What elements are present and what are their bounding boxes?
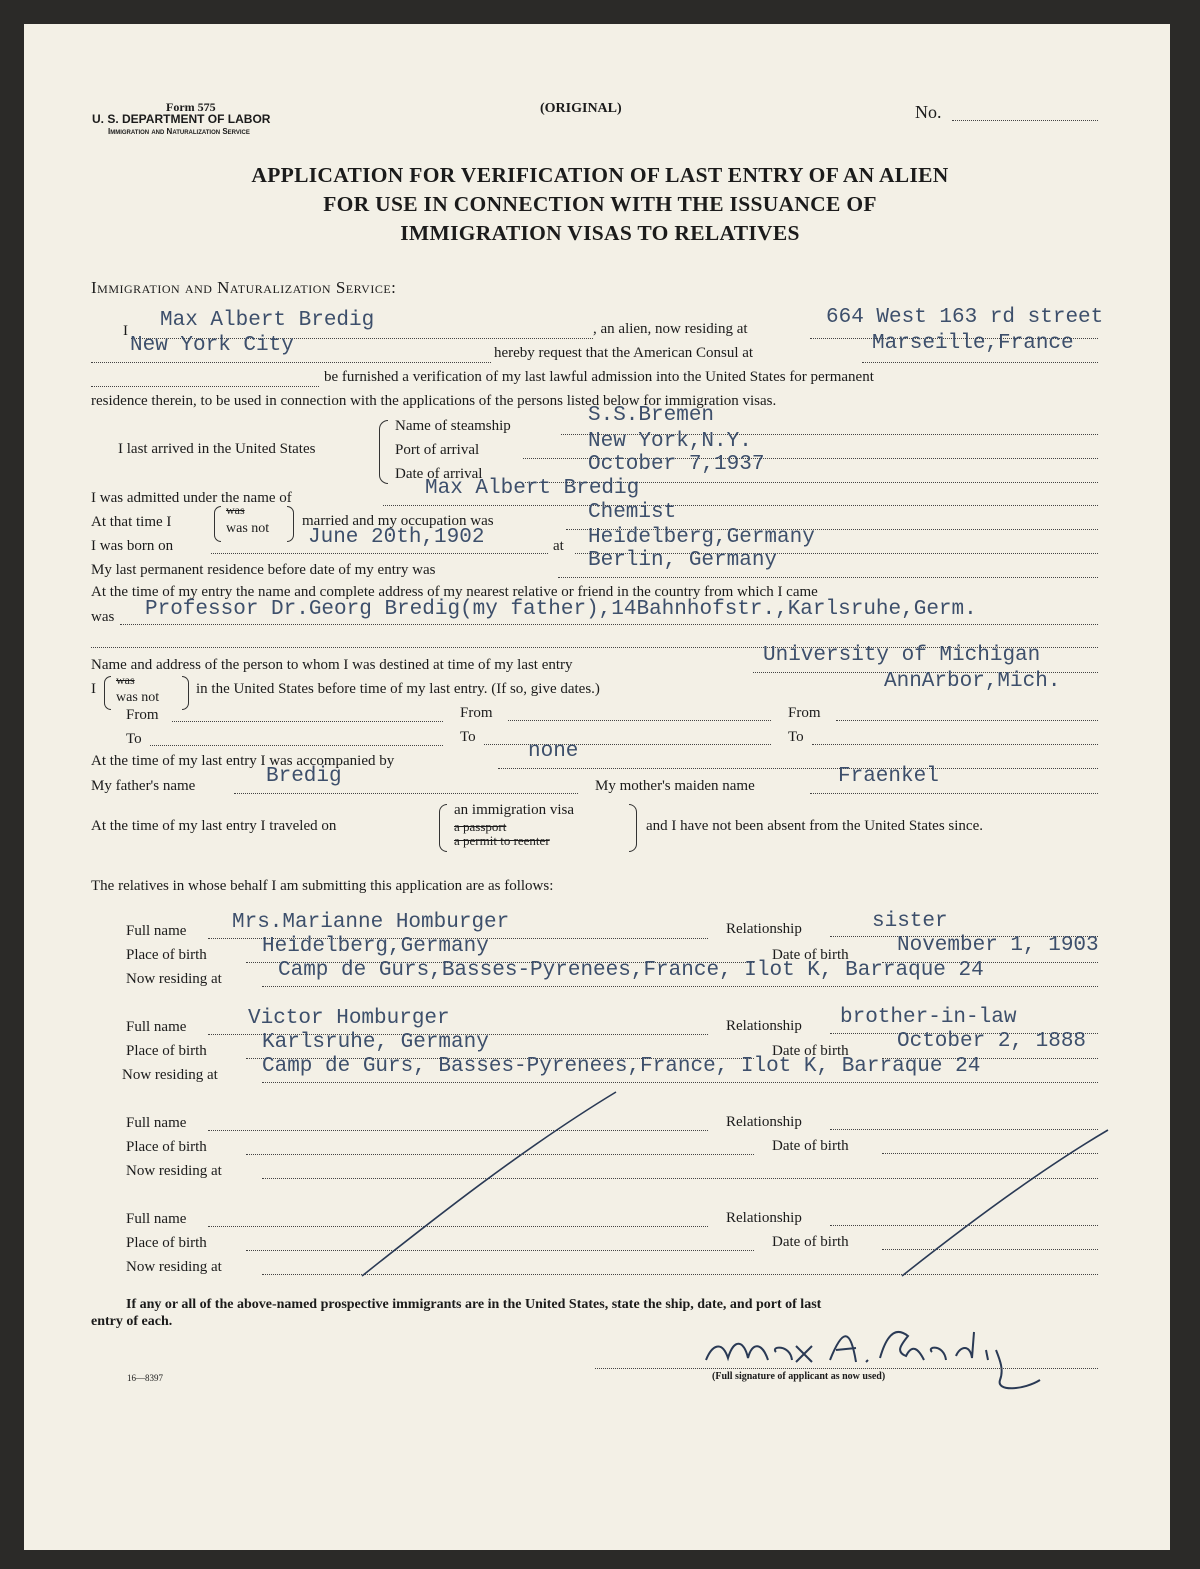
r3-full-name-label: Full name bbox=[126, 1115, 187, 1131]
traveled-suffix: and I have not been absent from the United States since. bbox=[646, 818, 983, 834]
r1-relationship-label: Relationship bbox=[726, 921, 802, 937]
born-label: I was born on bbox=[91, 538, 174, 554]
port-label: Port of arrival bbox=[395, 442, 480, 458]
relatives-intro: The relatives in whose behalf I am submitting this application are as follows: bbox=[91, 878, 554, 894]
applicant-city: New York City bbox=[130, 334, 294, 357]
signature-text bbox=[840, 1345, 846, 1346]
r1-residing: Camp de Gurs,Basses-Pyrenees,France, Ilot K, Barraque 24 bbox=[278, 959, 984, 982]
relative-text: At the time of my entry the name and complete address of my nearest relative or friend in the country from which I came bbox=[91, 584, 818, 600]
married-suffix: married and my occupation was bbox=[302, 513, 494, 529]
to-label-3: To bbox=[788, 729, 804, 745]
arrival-date-label: Date of arrival bbox=[395, 466, 483, 482]
relative-was-label: was bbox=[91, 609, 115, 625]
married-was: was bbox=[226, 503, 245, 517]
arrival-date-value: October 7,1937 bbox=[588, 453, 765, 476]
r2-relationship: brother-in-law bbox=[840, 1006, 1017, 1029]
number-label: No. bbox=[915, 102, 942, 122]
birth-date: June 20th,1902 bbox=[308, 526, 485, 549]
r1-residing-label: Now residing at bbox=[126, 971, 222, 987]
alien-label: , an alien, now residing at bbox=[593, 321, 748, 337]
prior-was: was bbox=[116, 673, 135, 687]
r4-residing-label: Now residing at bbox=[126, 1259, 222, 1275]
r4-pob-label: Place of birth bbox=[126, 1235, 207, 1251]
admitted-label: I was admitted under the name of bbox=[91, 490, 292, 506]
furnish-text: be furnished a verification of my last lawful admission into the United States for permanent bbox=[324, 369, 874, 385]
r1-full-name-label: Full name bbox=[126, 923, 187, 939]
r2-full-name: Victor Homburger bbox=[248, 1007, 450, 1030]
applicant-name: Max Albert Bredig bbox=[160, 309, 375, 332]
r3-relationship-label: Relationship bbox=[726, 1114, 802, 1130]
r2-dob-label: Date of birth bbox=[772, 1043, 849, 1059]
r2-pob: Karlsruhe, Germany bbox=[262, 1031, 489, 1054]
born-at-label: at bbox=[553, 538, 564, 554]
cross-out-stroke-left bbox=[362, 1092, 616, 1276]
last-residence-label: My last permanent residence before date of my entry was bbox=[91, 562, 436, 578]
r1-relationship: sister bbox=[872, 910, 948, 933]
signature-line bbox=[595, 1368, 1098, 1369]
prior-prefix: I bbox=[91, 681, 96, 697]
signature-caption: (Full signature of applicant as now used) bbox=[712, 1371, 886, 1382]
accompanied-label: At the time of my last entry I was accompanied by bbox=[91, 753, 395, 769]
arrival-label: I last arrived in the United States bbox=[118, 441, 316, 457]
prior-was-not: was not bbox=[116, 690, 160, 705]
r3-dob-label: Date of birth bbox=[772, 1138, 849, 1154]
form-number: Form 575 bbox=[166, 100, 216, 114]
occupation-value: Chemist bbox=[588, 501, 677, 524]
mother-value: Fraenkel bbox=[838, 765, 939, 788]
applicant-address: 664 West 163 rd street bbox=[826, 306, 1104, 329]
from-label-1: From bbox=[126, 707, 159, 723]
father-label: My father's name bbox=[91, 778, 196, 794]
travel-option-permit: a permit to reenter bbox=[454, 833, 550, 848]
port-value: New York,N.Y. bbox=[588, 430, 752, 453]
from-label-2: From bbox=[460, 705, 493, 721]
r2-full-name-label: Full name bbox=[126, 1019, 187, 1035]
to-label-1: To bbox=[126, 731, 142, 747]
destined-value-2: AnnArbor,Mich. bbox=[884, 670, 1061, 693]
last-residence-value: Berlin, Germany bbox=[588, 549, 778, 572]
r4-full-name-label: Full name bbox=[126, 1211, 187, 1227]
residence-text: residence therein, to be used in connection with the applications of the persons listed below for immigration visas. bbox=[91, 393, 777, 409]
married-was-not: was not bbox=[226, 521, 270, 536]
accompanied-value: none bbox=[528, 740, 579, 763]
consul-label: hereby request that the American Consul at bbox=[494, 345, 754, 361]
destined-label: Name and address of the person to whom I was destined at time of my last entry bbox=[91, 657, 573, 673]
steamship-value: S.S.Bremen bbox=[588, 404, 715, 427]
r2-dob: October 2, 1888 bbox=[897, 1030, 1087, 1053]
travel-option-passport: a passport bbox=[454, 819, 507, 834]
r1-pob-label: Place of birth bbox=[126, 947, 207, 963]
from-label-3: From bbox=[788, 705, 821, 721]
title-line-1: APPLICATION FOR VERIFICATION OF LAST ENTRY OF AN ALIEN bbox=[251, 163, 949, 187]
i-label: I bbox=[123, 323, 128, 339]
r1-full-name: Mrs.Marianne Homburger bbox=[232, 911, 510, 934]
cross-out-stroke-right bbox=[902, 1130, 1108, 1276]
admitted-name: Max Albert Bredig bbox=[425, 477, 640, 500]
service-name: Immigration and Naturalization Service bbox=[108, 127, 250, 136]
r2-relationship-label: Relationship bbox=[726, 1018, 802, 1034]
birth-place: Heidelberg,Germany bbox=[588, 526, 815, 549]
r3-residing-label: Now residing at bbox=[126, 1163, 222, 1179]
footer-note-2: entry of each. bbox=[91, 1314, 173, 1329]
r3-pob-label: Place of birth bbox=[126, 1139, 207, 1155]
father-value: Bredig bbox=[266, 765, 342, 788]
department-name: U. S. DEPARTMENT OF LABOR bbox=[92, 112, 271, 126]
r1-pob: Heidelberg,Germany bbox=[262, 935, 489, 958]
to-label-2: To bbox=[460, 729, 476, 745]
travel-option-visa: an immigration visa bbox=[454, 802, 574, 818]
traveled-label: At the time of my last entry I traveled on bbox=[91, 818, 337, 834]
r2-pob-label: Place of birth bbox=[126, 1043, 207, 1059]
title-line-3: IMMIGRATION VISAS TO RELATIVES bbox=[400, 221, 800, 245]
mother-label: My mother's maiden name bbox=[595, 778, 755, 794]
r1-dob-label: Date of birth bbox=[772, 947, 849, 963]
r4-dob-label: Date of birth bbox=[772, 1234, 849, 1250]
title-line-2: FOR USE IN CONNECTION WITH THE ISSUANCE OF bbox=[323, 192, 877, 216]
r2-residing: Camp de Gurs, Basses-Pyrenees,France, Ilot K, Barraque 24 bbox=[262, 1055, 981, 1078]
married-prefix: At that time I bbox=[91, 514, 172, 530]
relative-value: Professor Dr.Georg Bredig(my father),14Bahnhofstr.,Karlsruhe,Germ. bbox=[145, 598, 977, 621]
r4-relationship-label: Relationship bbox=[726, 1210, 802, 1226]
consul-city: Marseille,France bbox=[872, 332, 1074, 355]
original-label: (ORIGINAL) bbox=[540, 101, 622, 116]
r1-dob: November 1, 1903 bbox=[897, 934, 1099, 957]
steamship-label: Name of steamship bbox=[395, 418, 511, 434]
addressee: Immigration and Naturalization Service: bbox=[91, 278, 397, 297]
destined-value-1: University of Michigan bbox=[763, 644, 1041, 667]
footer-note: If any or all of the above-named prospective immigrants are in the United States, state the ship, date, and port of last bbox=[126, 1297, 822, 1312]
print-code: 16—8397 bbox=[127, 1373, 163, 1383]
prior-suffix: in the United States before time of my last entry. (If so, give dates.) bbox=[196, 681, 600, 697]
r2-residing-label: Now residing at bbox=[122, 1067, 218, 1083]
